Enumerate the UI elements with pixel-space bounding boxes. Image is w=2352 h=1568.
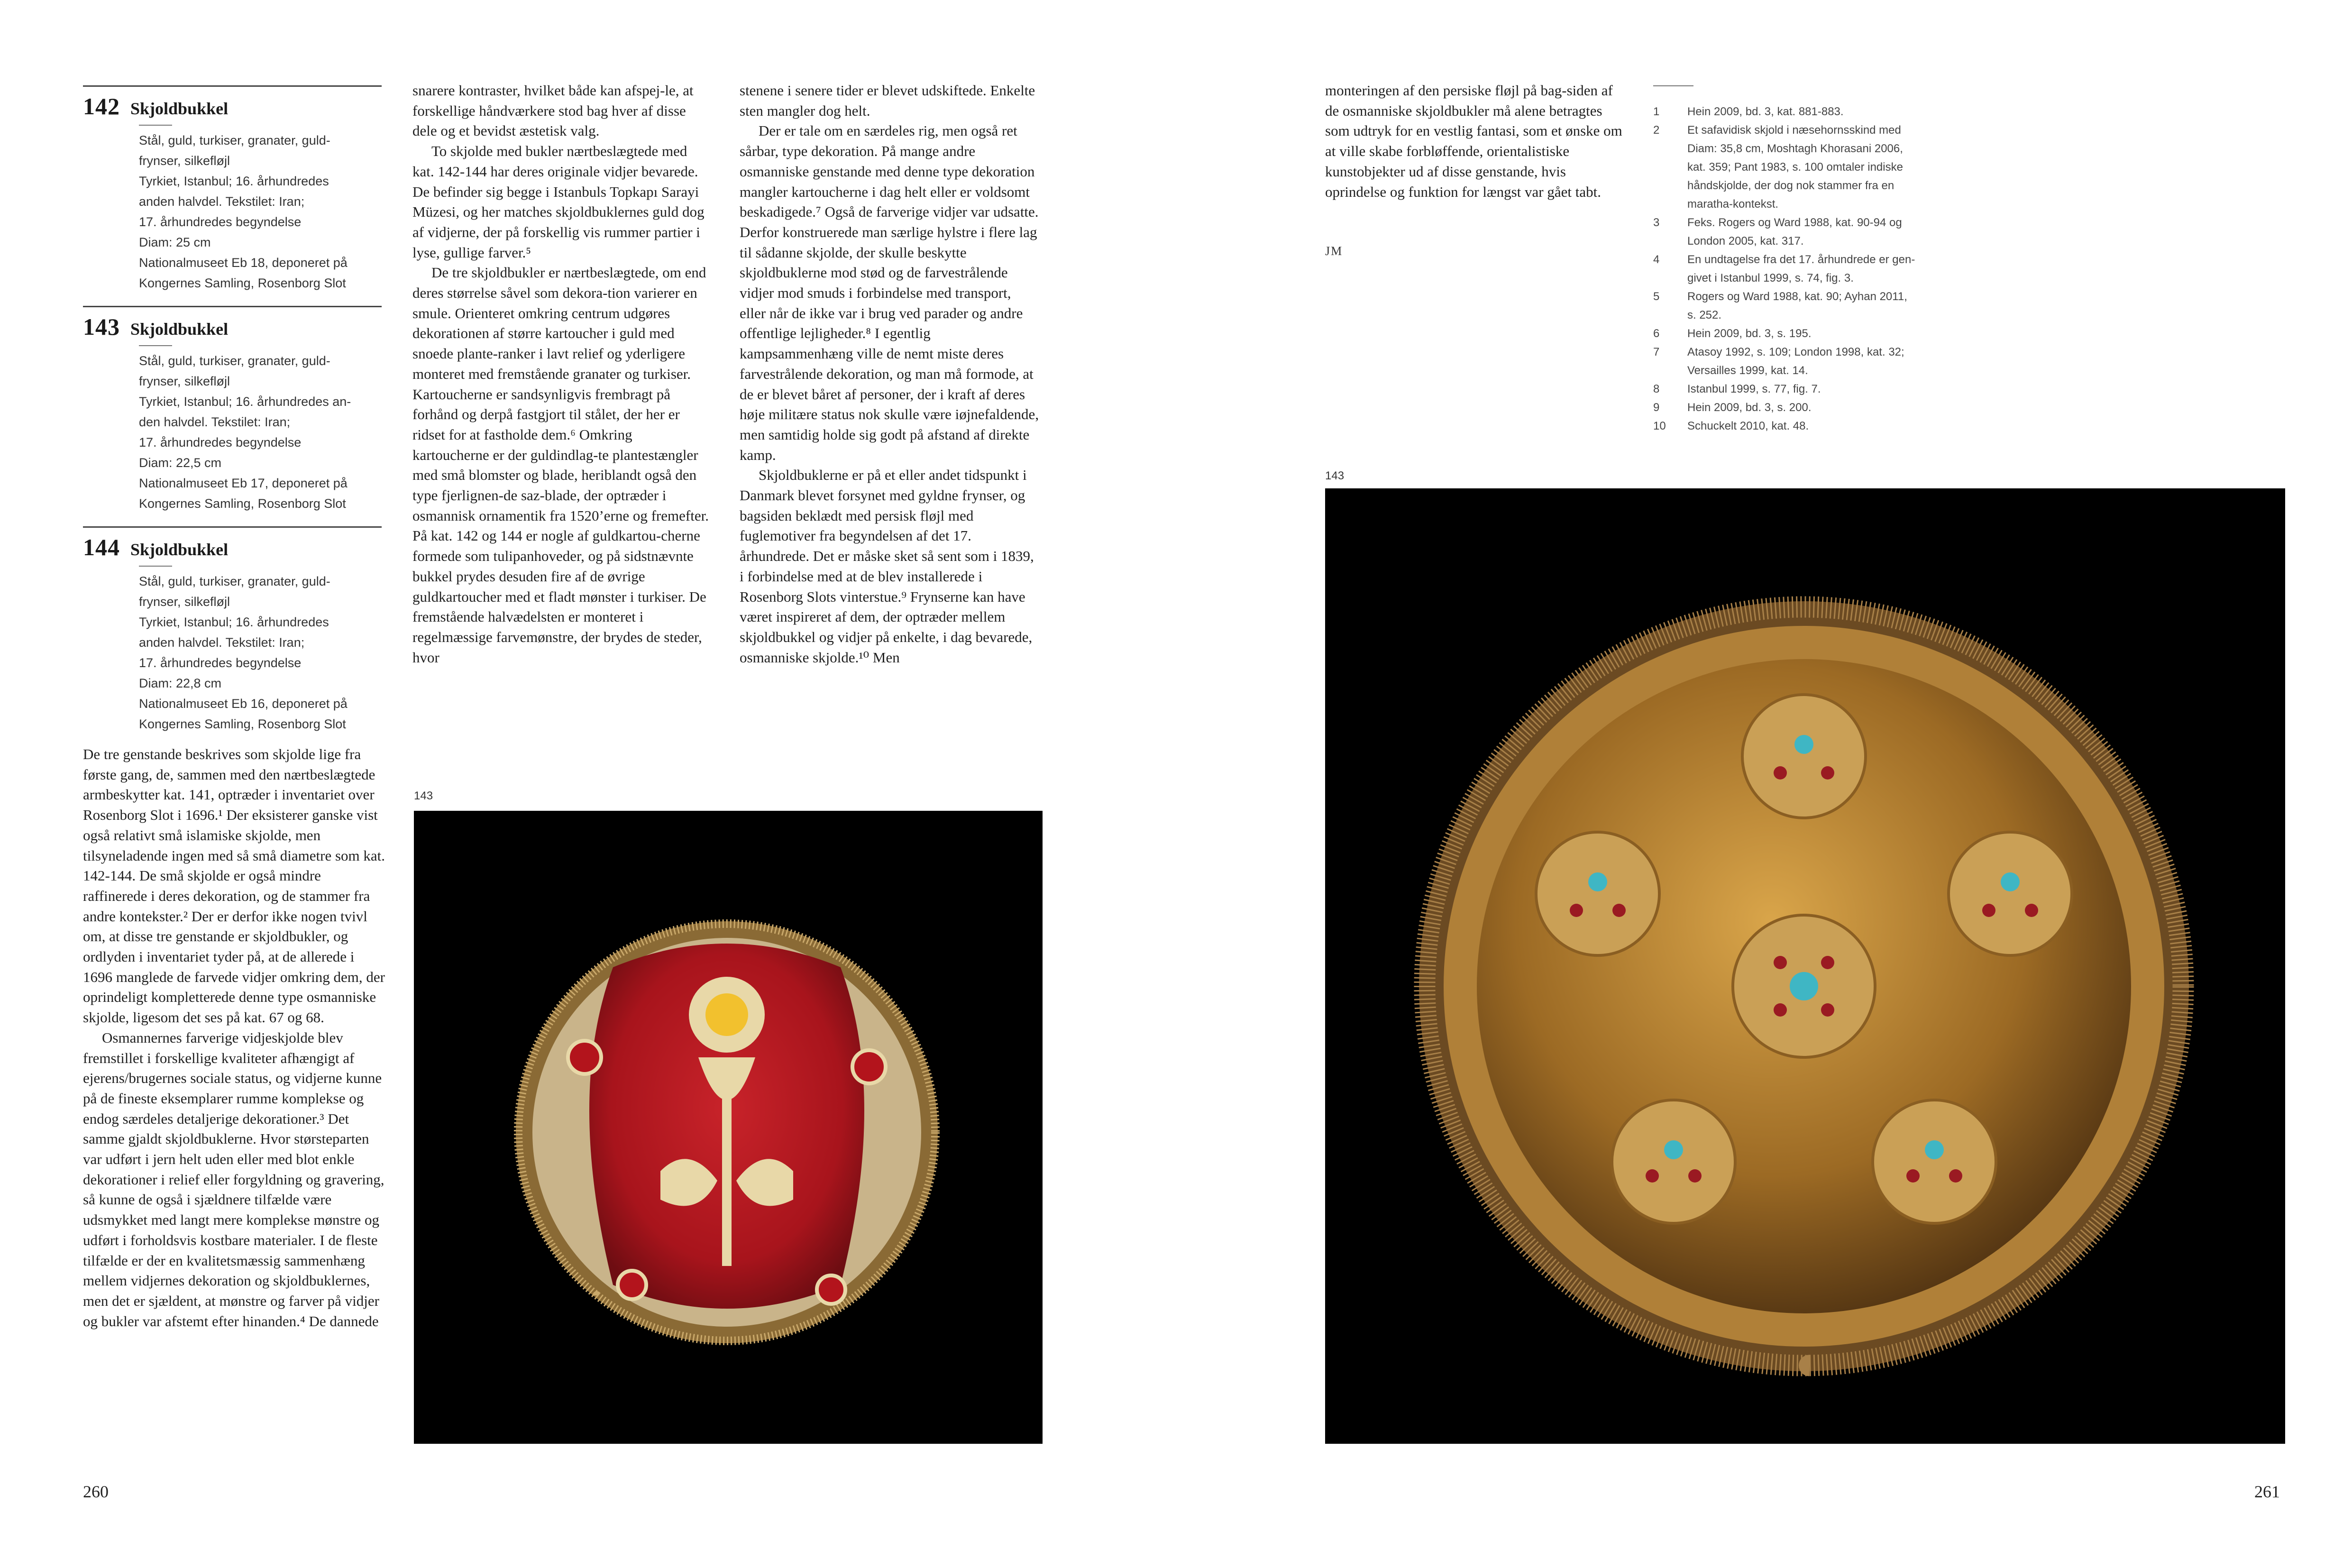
footnote-text: London 2005, kat. 317. xyxy=(1687,235,1804,248)
entry-detail-line: 17. århundredes begyndelse xyxy=(139,435,302,449)
entry-detail-line: Kongernes Samling, Rosenborg Slot xyxy=(139,496,346,511)
entry-detail-line: Diam: 22,8 cm xyxy=(139,676,222,690)
footnote-number: 3 xyxy=(1653,216,1660,229)
footnote-number: 4 xyxy=(1653,253,1660,266)
footnote-number: 8 xyxy=(1653,383,1660,395)
footnote-text: s. 252. xyxy=(1687,309,1722,321)
footnote-text: Rogers og Ward 1988, kat. 90; Ayhan 2011, xyxy=(1687,290,1907,303)
page-number-right: 261 xyxy=(2254,1482,2280,1501)
footnote-text: Hein 2009, bd. 3, s. 200. xyxy=(1687,401,1812,414)
entry-divider xyxy=(83,85,382,87)
entry-details xyxy=(139,571,382,734)
entry-detail-line: 17. århundredes begyndelse xyxy=(139,215,302,229)
entry-detail-line: anden halvdel. Tekstilet: Iran; xyxy=(139,194,305,209)
footnote xyxy=(1653,287,1957,306)
footnote-text: Atasoy 1992, s. 109; London 1998, kat. 32; xyxy=(1687,346,1904,358)
body-paragraph: De tre genstande beskrives som skjolde lige fra første gang, de, sammen med den nærtbeslægtede armbeskytter kat. 141, optræder i inventariet over Rosenborg Slot i 1696.¹ Der eksisterer ganske vist også relativt små islamiske skjolde, men tilsyneladende ingen med så små diametre som kat. 142-144. De små skjolde er også mindre raffinerede i deres dekoration, og de stammer fra andre kontekster.² Der er derfor ikke nogen tvivl om, at disse tre genstande er skjoldbukler, og ordlyden i inventariet tyder på, at de allerede i 1696 manglede de farvede vidjer omkring dem, der oprindeligt kompletterede denne type osmanniske skjolde, ligesom det ses på kat. 67 og 68. xyxy=(83,746,385,1026)
entry-detail-line: den halvdel. Tekstilet: Iran; xyxy=(139,415,291,429)
entry-detail-line: anden halvdel. Tekstilet: Iran; xyxy=(139,635,305,650)
footnote xyxy=(1653,398,1957,417)
footnote-text: maratha-kontekst. xyxy=(1687,198,1779,211)
short-rule xyxy=(139,566,172,567)
footnote xyxy=(1653,250,1957,269)
body-column-1 xyxy=(83,744,386,1331)
footnote-number: 7 xyxy=(1653,346,1660,358)
entry-detail-line: Nationalmuseet Eb 17, deponeret på xyxy=(139,476,348,490)
body-paragraph: stenene i senere tider er blevet udskiftede. Enkelte sten mangler dog helt. xyxy=(740,82,1035,119)
body-paragraph: De tre skjoldbukler er nærtbeslægtede, om end deres størrelse såvel som dekora-tion varierer en smule. Orienteret omkring centrum udgøres dekorationen af større kartoucher i guld med snoede plante-ranker i lavt relief og yderligere monteret med fremstående granater og turkiser. Kartoucherne er sandsynligvis frembragt på forhånd og derpå fastgjort til stålet, der her er ridset for at fastholde dem.⁶ Omkring kartoucherne er der guldindlag-te plantestængler med små blomster og blade, heriblandt også den type fjerlignen-de saz-blade, der optræder i osmannisk ornamentik fra 1520’erne og fremefter. På kat. 142 og 144 er nogle af guldkartou-cherne formede som tulipanhoveder, og på sidstnævnte bukkel prydes desuden fire af de øvrige guldkartoucher med et fladt mønster i turkiser. De fremstående halvædelsten er monteret i regelmæssige farvemønstre, der brydes de steder, hvor xyxy=(412,264,709,666)
entry-detail-line: Kongernes Samling, Rosenborg Slot xyxy=(139,276,346,290)
author-signature: JM xyxy=(1325,244,1343,258)
body-paragraph: Osmannernes farverige vidjeskjolde blev fremstillet i forskellige kvaliteter afhængigt af ejerens/brugernes sociale status, og vidjerne kunne på de fineste eksemplarer rumme komplekse og endog særdeles detaljerige dekorationer.³ Det samme gjaldt skjoldbuklerne. Hvor størsteparten var udført i jern helt uden eller med blot enkle dekorationer i relief eller forgyldning og gravering, så kunne de også i sjældnere tilfælde være udsmykket med langt mere komplekse mønstre og udført i forholdsvis kostbare materialer. I de fleste tilfælde er der en kvalitetsmæssig sammenhæng mellem vidjernes dekoration og skjoldbuklernes, men det er sjældent, at mønstre og farver på vidjer og bukler var afstemt efter hinanden.⁴ De dannede xyxy=(83,1029,384,1330)
entry-title: Skjoldbukkel xyxy=(130,320,229,339)
footnote-number: 6 xyxy=(1653,327,1660,340)
footnote-number: 2 xyxy=(1653,124,1660,137)
gold-shield-boss-icon xyxy=(1325,488,2285,1444)
body-column-2 xyxy=(412,81,711,668)
entry-number: 142 xyxy=(83,93,120,119)
short-rule xyxy=(139,125,172,126)
entry-divider xyxy=(83,306,382,307)
footnote xyxy=(1653,102,1957,121)
footnote xyxy=(1653,380,1957,398)
short-rule xyxy=(139,345,172,346)
footnote-text: Hein 2009, bd. 3, kat. 881-883. xyxy=(1687,105,1844,118)
entry-details xyxy=(139,351,382,514)
entry-number: 144 xyxy=(83,534,120,560)
entry-detail-line: Nationalmuseet Eb 16, deponeret på xyxy=(139,697,348,711)
entry-title: Skjoldbukkel xyxy=(130,540,229,559)
entry-detail-line: Tyrkiet, Istanbul; 16. århundredes xyxy=(139,615,329,629)
body-column-3 xyxy=(740,81,1041,668)
page-number-left: 260 xyxy=(83,1482,109,1501)
footnote-number: 10 xyxy=(1653,420,1666,432)
figure-caption-left: 143 xyxy=(414,789,433,802)
entry-detail-line: frynser, silkefløjl xyxy=(139,374,230,388)
entry-detail-line: 17. århundredes begyndelse xyxy=(139,656,302,670)
footnote-number: 1 xyxy=(1653,105,1660,118)
body-paragraph: To skjolde med bukler nærtbeslægtede med kat. 142-144 har deres originale vidjer bevarede. De befinder sig begge i Istanbuls Topkapı Sarayi Müzesi, og her matches skjoldbuklernes guld dog af vidjerne, der på forskellig vis rummer partier i lyse, gullige farver.⁵ xyxy=(412,143,705,261)
gold-shield-boss-photo xyxy=(1325,488,2285,1444)
catalogue-entry-144 xyxy=(83,526,382,734)
figure-caption-right: 143 xyxy=(1325,469,1345,482)
footnote-text: givet i Istanbul 1999, s. 74, fig. 3. xyxy=(1687,272,1854,284)
footnote-text: håndskjolde, der dog nok stammer fra en xyxy=(1687,179,1894,192)
entry-divider xyxy=(83,526,382,528)
body-paragraph: monteringen af den persiske fløjl på bag-siden af de osmanniske skjoldbukler må alene betragtes som udtryk for en vestlig fantasi, som et ønske om at ville skabe forbløffende, orientalistiske kunstobjekter ud af disse genstande, hvis oprindelse og funktion for længst var gået tabt. xyxy=(1325,82,1622,200)
footnote xyxy=(1653,343,1957,361)
entry-number: 143 xyxy=(83,313,120,340)
catalogue-entry-142 xyxy=(83,85,382,293)
entry-detail-line: Diam: 25 cm xyxy=(139,235,211,249)
footnote-text: En undtagelse fra det 17. århundrede er gen- xyxy=(1687,253,1915,266)
entry-detail-line: frynser, silkefløjl xyxy=(139,595,230,609)
footnote-number: 9 xyxy=(1653,401,1660,414)
entry-detail-line: Nationalmuseet Eb 18, deponeret på xyxy=(139,256,348,270)
footnote-text: Schuckelt 2010, kat. 48. xyxy=(1687,420,1809,432)
entry-detail-line: Stål, guld, turkiser, granater, guld- xyxy=(139,133,330,147)
footnote xyxy=(1653,121,1957,139)
footnote-text: Hein 2009, bd. 3, s. 195. xyxy=(1687,327,1812,340)
notes-divider xyxy=(1653,85,1693,86)
footnote-text: kat. 359; Pant 1983, s. 100 omtaler indiske xyxy=(1687,161,1903,174)
body-paragraph: snarere kontraster, hvilket både kan afspej-le, at forskellige håndværkere stod bag hver af disse dele og et bevidst æstetisk valg. xyxy=(412,82,694,139)
entry-title: Skjoldbukkel xyxy=(130,99,229,118)
footnote-number: 5 xyxy=(1653,290,1660,303)
velvet-shield-back-icon xyxy=(414,811,1043,1444)
catalogue-entry-143 xyxy=(83,306,382,514)
entry-detail-line: Tyrkiet, Istanbul; 16. århundredes xyxy=(139,174,329,188)
entry-detail-line: Stål, guld, turkiser, granater, guld- xyxy=(139,354,330,368)
body-column-4 xyxy=(1325,81,1624,202)
footnote xyxy=(1653,324,1957,343)
footnote-text: Et safavidisk skjold i næsehornsskind med xyxy=(1687,124,1901,137)
footnote-text: Versailles 1999, kat. 14. xyxy=(1687,364,1808,377)
footnote xyxy=(1653,213,1957,232)
entry-details xyxy=(139,130,382,293)
entry-detail-line: Stål, guld, turkiser, granater, guld- xyxy=(139,574,330,588)
footnote-text: Istanbul 1999, s. 77, fig. 7. xyxy=(1687,383,1821,395)
footnote-text: Diam: 35,8 cm, Moshtagh Khorasani 2006, xyxy=(1687,142,1903,155)
footnote-text: Feks. Rogers og Ward 1988, kat. 90-94 og xyxy=(1687,216,1902,229)
footnotes xyxy=(1653,102,1957,435)
entry-detail-line: frynser, silkefløjl xyxy=(139,154,230,168)
velvet-shield-photo xyxy=(414,811,1043,1444)
footnote xyxy=(1653,417,1957,435)
entry-detail-line: Tyrkiet, Istanbul; 16. århundredes an- xyxy=(139,394,351,409)
entry-detail-line: Kongernes Samling, Rosenborg Slot xyxy=(139,717,346,731)
entry-detail-line: Diam: 22,5 cm xyxy=(139,456,222,470)
body-paragraph: Skjoldbuklerne er på et eller andet tidspunkt i Danmark blevet forsynet med gyldne frynser, og bagsiden beklædt med persisk fløjl med fuglemotiver fra begyndelsen af det 17. århundrede. Det er måske sket så sent som i 1839, i forbindelse med at de blev installerede i Rosenborg Slots vinterstue.⁹ Frynserne kan have været inspireret af dem, der optræder mellem skjoldbukkel og vidjer på enkelte, i dag bevarede, osmanniske skjolde.¹⁰ Men xyxy=(740,467,1034,666)
body-paragraph: Der er tale om en særdeles rig, men også ret sårbar, type dekoration. På mange andre osmanniske genstande med denne type dekoration mangler kartoucherne i dag helt eller er voldsomt beskadigede.⁷ Også de farverige vidjer var udsatte. Derfor konstruerede man særlige hylstre i flere lag til sådanne skjolde, der skulle beskytte skjoldbuklerne mod stød og de farvestrålende vidjer mod smuds i forbindelse med transport, eller når de ikke var i brug ved parader og andre offentlige lejligheder.⁸ I egentlig kampsammenhæng ville de nemt miste deres farvestrålende dekoration, og man må formode, at de er blevet båret af personer, der i kraft af deres høje militære status nok skulle være iøjnefaldende, men samtidig holde sig godt på afstand af direkte kamp. xyxy=(740,122,1039,463)
